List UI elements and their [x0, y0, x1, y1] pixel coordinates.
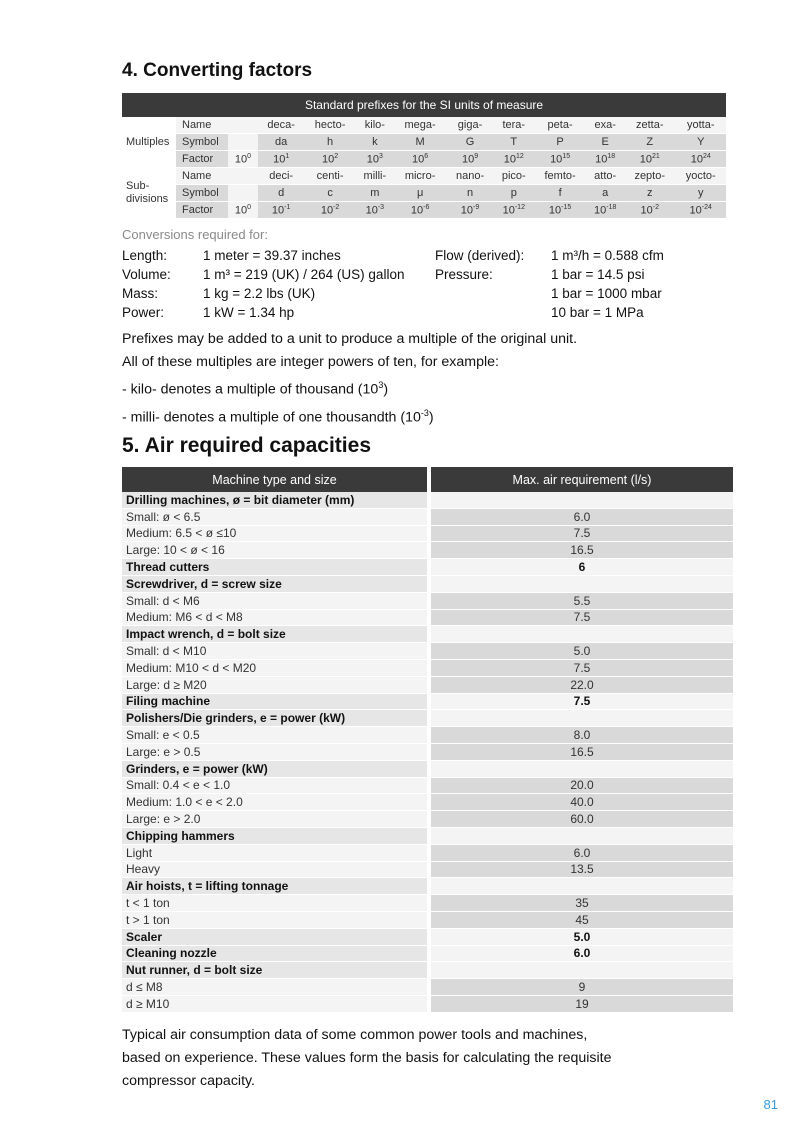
si-row-label: Symbol: [176, 185, 228, 202]
subdivisions-row-sy: [122, 185, 726, 202]
multiples-group-label: Multiples: [122, 117, 176, 168]
si-cell: femto-: [534, 168, 587, 185]
table-category-row: [122, 962, 733, 979]
si-cell: mega-: [394, 117, 447, 134]
air-value-cell: 5.0: [431, 928, 733, 945]
conversion-value: 1 m³ = 219 (UK) / 264 (US) gallon: [203, 267, 405, 282]
machine-cell: Small: d < M10: [122, 643, 427, 660]
machine-cell: Small: e < 0.5: [122, 727, 427, 744]
table-row: [122, 811, 733, 828]
si-base-cell: [228, 151, 258, 168]
si-row-label: Factor: [176, 202, 228, 219]
si-factor-base: 10: [690, 153, 703, 166]
conversion-value: 10 bar = 1 MPa: [551, 305, 644, 320]
air-value-cell: [431, 626, 733, 643]
table-row: [122, 609, 733, 626]
machine-cell: Small: ø < 6.5: [122, 508, 427, 525]
si-factor-base: 10: [320, 204, 334, 217]
si-factor-base: 10: [410, 204, 424, 217]
si-factor-base: 10: [365, 204, 378, 217]
si-factor-exp: 1: [285, 152, 290, 160]
prefix-line-2: All of these multiples are integer powers of ten, for example:: [122, 354, 499, 370]
conversion-label: Flow (derived):: [435, 248, 525, 263]
conversions-heading: Conversions required for:: [122, 227, 268, 242]
si-cell: [394, 202, 447, 219]
si-cell: a: [586, 185, 624, 202]
conversion-label: Pressure:: [435, 267, 493, 282]
si-cell: peta-: [534, 117, 587, 134]
si-factor-exp: -12: [514, 203, 525, 211]
table-row: [122, 525, 733, 542]
si-factor-exp: -6: [423, 203, 430, 211]
machine-cell: Impact wrench, d = bolt size: [122, 626, 427, 643]
si-cell: yotta-: [675, 117, 726, 134]
multiples-row-sy: [122, 134, 726, 151]
multiples-row-fa: [122, 151, 726, 168]
si-cell: kilo-: [356, 117, 394, 134]
si-cell: centi-: [304, 168, 355, 185]
air-value-cell: 6.0: [431, 945, 733, 962]
table-category-row: [122, 710, 733, 727]
table-category-row: [122, 626, 733, 643]
si-cell: [446, 151, 493, 168]
air-value-cell: [431, 760, 733, 777]
si-row-label: Name: [176, 168, 228, 185]
table-row: [122, 676, 733, 693]
si-cell: nano-: [446, 168, 493, 185]
si-row-label: Factor: [176, 151, 228, 168]
si-factor-base: 10: [689, 204, 702, 217]
table-category-row: [122, 827, 733, 844]
table-category-row: [122, 693, 733, 710]
table-row: [122, 508, 733, 525]
table-category-row: [122, 492, 733, 508]
si-cell: yocto-: [675, 168, 726, 185]
conversion-value: 1 bar = 14.5 psi: [551, 267, 645, 282]
si-factor-base: 10: [639, 153, 652, 166]
si-cell: z: [624, 185, 675, 202]
air-value-cell: 19: [431, 995, 733, 1012]
air-value-cell: 22.0: [431, 676, 733, 693]
table-row: [122, 911, 733, 928]
si-cell: pico-: [494, 168, 534, 185]
air-value-cell: 8.0: [431, 727, 733, 744]
si-factor-exp: 3: [379, 152, 383, 160]
air-value-cell: 16.5: [431, 542, 733, 559]
conversion-label: Volume:: [122, 267, 171, 282]
si-cell: [494, 151, 534, 168]
si-factor-exp: 12: [516, 152, 524, 160]
table-category-row: [122, 878, 733, 895]
air-value-cell: 16.5: [431, 743, 733, 760]
si-cell: hecto-: [304, 117, 355, 134]
si-cell: P: [534, 134, 587, 151]
air-value-cell: [431, 710, 733, 727]
col-machine-type: Machine type and size: [122, 467, 427, 492]
si-cell: tera-: [494, 117, 534, 134]
machine-cell: Medium: 6.5 < ø ≤10: [122, 525, 427, 542]
si-base-exp: 0: [247, 152, 252, 160]
si-cell: h: [304, 134, 355, 151]
table-row: [122, 727, 733, 744]
table-row: [122, 995, 733, 1012]
air-value-cell: 6.0: [431, 844, 733, 861]
machine-cell: Large: e > 2.0: [122, 811, 427, 828]
machine-cell: Medium: M6 < d < M8: [122, 609, 427, 626]
air-requirements-table: [122, 467, 733, 1013]
table-category-row: [122, 928, 733, 945]
si-cell: zetta-: [624, 117, 675, 134]
air-value-cell: 13.5: [431, 861, 733, 878]
conversion-value: 1 bar = 1000 mbar: [551, 286, 662, 301]
table-category-row: [122, 945, 733, 962]
si-cell: [624, 202, 675, 219]
si-cell: [356, 151, 394, 168]
si-factor-exp: 2: [334, 152, 339, 160]
table-category-row: [122, 559, 733, 576]
si-row-label: Name: [176, 117, 228, 134]
si-factor-base: 10: [502, 204, 515, 217]
si-cell: k: [356, 134, 394, 151]
si-factor-exp: 18: [607, 152, 616, 160]
machine-cell: Large: d ≥ M20: [122, 676, 427, 693]
table-row: [122, 659, 733, 676]
table-row: [122, 979, 733, 996]
si-cell: d: [258, 185, 304, 202]
table-row: [122, 895, 733, 912]
machine-cell: Light: [122, 844, 427, 861]
si-factor-exp: -2: [652, 203, 659, 211]
si-cell: milli-: [356, 168, 394, 185]
si-prefix-table: [122, 93, 726, 219]
air-value-cell: 35: [431, 895, 733, 912]
conversion-label: Length:: [122, 248, 168, 263]
air-value-cell: [431, 827, 733, 844]
si-factor-base: 10: [322, 153, 335, 166]
conversion-value: 1 kg = 2.2 lbs (UK): [203, 286, 316, 301]
air-value-cell: 6: [431, 559, 733, 576]
conversion-value: 1 meter = 39.37 inches: [203, 248, 341, 263]
si-factor-exp: -9: [473, 203, 480, 211]
air-value-cell: 60.0: [431, 811, 733, 828]
si-cell: [586, 202, 624, 219]
section-4-title: 4. Converting factors: [122, 60, 313, 81]
group-label-line: divisions: [126, 193, 169, 205]
machine-cell: Large: e > 0.5: [122, 743, 427, 760]
air-value-cell: 45: [431, 911, 733, 928]
machine-cell: Heavy: [122, 861, 427, 878]
si-cell: [675, 151, 726, 168]
machine-cell: Filing machine: [122, 693, 427, 710]
si-factor-base: 10: [271, 204, 285, 217]
table-row: [122, 861, 733, 878]
si-cell: giga-: [446, 117, 493, 134]
si-factor-exp: 15: [562, 152, 571, 160]
machine-cell: Chipping hammers: [122, 827, 427, 844]
machine-cell: Air hoists, t = lifting tonnage: [122, 878, 427, 895]
multiples-row-nm: [122, 117, 726, 134]
si-cell: zepto-: [624, 168, 675, 185]
table-row: [122, 542, 733, 559]
machine-cell: Cleaning nozzle: [122, 945, 427, 962]
si-cell: atto-: [586, 168, 624, 185]
machine-cell: Scaler: [122, 928, 427, 945]
si-base-factor: 10: [234, 204, 248, 217]
air-value-cell: 7.5: [431, 693, 733, 710]
conversion-label: Mass:: [122, 286, 159, 301]
si-cell: f: [534, 185, 587, 202]
si-cell: [394, 151, 447, 168]
si-factor-base: 10: [593, 204, 607, 217]
footer-line-3: compressor capacity.: [122, 1073, 255, 1089]
footer-description: [122, 1024, 612, 1093]
si-factor-base: 10: [461, 153, 475, 166]
si-factor-exp: 24: [702, 152, 711, 160]
si-factor-base: 10: [273, 153, 286, 166]
si-cell: [446, 202, 493, 219]
si-base-cell: [228, 185, 258, 202]
si-base-cell: [228, 202, 258, 219]
si-base-exp: 0: [247, 203, 252, 211]
machine-cell: Large: 10 < ø < 16: [122, 542, 427, 559]
si-cell: n: [446, 185, 493, 202]
si-cell: E: [586, 134, 624, 151]
si-cell: [258, 151, 304, 168]
air-value-cell: [431, 575, 733, 592]
table-row: [122, 743, 733, 760]
si-factor-base: 10: [503, 153, 516, 166]
air-value-cell: 7.5: [431, 659, 733, 676]
table-row: [122, 643, 733, 660]
si-factor-exp: -15: [561, 203, 572, 211]
si-factor-base: 10: [366, 153, 379, 166]
machine-cell: t < 1 ton: [122, 895, 427, 912]
table-category-row: [122, 575, 733, 592]
machine-cell: Drilling machines, ø = bit diameter (mm): [122, 492, 427, 508]
si-cell: Y: [675, 134, 726, 151]
si-factor-base: 10: [460, 204, 474, 217]
table-row: [122, 794, 733, 811]
si-cell: deca-: [258, 117, 304, 134]
si-cell: deci-: [258, 168, 304, 185]
si-cell: micro-: [394, 168, 447, 185]
col-max-air: Max. air requirement (l/s): [431, 467, 733, 492]
air-value-cell: [431, 878, 733, 895]
machine-cell: Polishers/Die grinders, e = power (kW): [122, 710, 427, 727]
si-cell: M: [394, 134, 447, 151]
air-value-cell: 20.0: [431, 777, 733, 794]
page-number: 81: [763, 1097, 778, 1112]
si-cell: [494, 202, 534, 219]
machine-cell: Small: 0.4 < e < 1.0: [122, 777, 427, 794]
air-value-cell: [431, 492, 733, 508]
si-cell: y: [675, 185, 726, 202]
si-factor-exp: -3: [377, 203, 385, 211]
table-row: [122, 844, 733, 861]
si-cell: Z: [624, 134, 675, 151]
si-factor-exp: 9: [474, 152, 479, 160]
si-factor-base: 10: [640, 204, 653, 217]
si-cell: T: [494, 134, 534, 151]
footer-line-1: Typical air consumption data of some common power tools and machines,: [122, 1027, 588, 1043]
machine-cell: Medium: 1.0 < e < 2.0: [122, 794, 427, 811]
si-factor-exp: -1: [284, 203, 291, 211]
machine-cell: Screwdriver, d = screw size: [122, 575, 427, 592]
air-value-cell: 5.5: [431, 592, 733, 609]
air-value-cell: 6.0: [431, 508, 733, 525]
machine-cell: d ≤ M8: [122, 979, 427, 996]
si-cell: G: [446, 134, 493, 151]
machine-cell: t > 1 ton: [122, 911, 427, 928]
section-5-title: 5. Air required capacities: [122, 434, 371, 457]
si-cell: c: [304, 185, 355, 202]
si-cell: [534, 151, 587, 168]
conversion-value: 1 m³/h = 0.588 cfm: [551, 248, 664, 263]
si-factor-base: 10: [548, 204, 562, 217]
si-factor-exp: -18: [606, 203, 617, 211]
subdivisions-row-fa: [122, 202, 726, 219]
prefix-line-4: - milli- denotes a multiple of one thousandth $(10^{-3})$: [122, 407, 434, 426]
si-factor-exp: -24: [701, 203, 712, 211]
si-cell: [675, 202, 726, 219]
si-factor-base: 10: [595, 153, 608, 166]
table-category-row: [122, 760, 733, 777]
si-base-cell: [228, 168, 258, 185]
si-cell: [304, 202, 355, 219]
machine-cell: Small: d < M6: [122, 592, 427, 609]
si-base-factor: 10: [234, 153, 248, 166]
si-table-body: [122, 117, 726, 219]
table-row: [122, 777, 733, 794]
si-table-caption: Standard prefixes for the SI units of measure: [122, 93, 726, 117]
group-label-line: Sub-: [126, 180, 150, 192]
machine-cell: Thread cutters: [122, 559, 427, 576]
prefix-line-3: - kilo- denotes a multiple of thousand $(10^3)$: [122, 380, 389, 398]
si-cell: p: [494, 185, 534, 202]
si-factor-exp: -2: [333, 203, 340, 211]
machine-cell: Grinders, e = power (kW): [122, 760, 427, 777]
machine-cell: Nut runner, d = bolt size: [122, 962, 427, 979]
si-cell: m: [356, 185, 394, 202]
si-cell: μ: [394, 185, 447, 202]
si-cell: [258, 202, 304, 219]
si-cell: [356, 202, 394, 219]
table-row: [122, 592, 733, 609]
subdivisions-group-label: [122, 168, 176, 219]
si-cell: [624, 151, 675, 168]
conversion-value: 1 kW = 1.34 hp: [203, 305, 295, 320]
air-value-cell: [431, 962, 733, 979]
si-cell: exa-: [586, 117, 624, 134]
prefix-line-1: Prefixes may be added to a unit to produce a multiple of the original unit.: [122, 331, 578, 347]
si-cell: [586, 151, 624, 168]
prefix-explanation: [122, 328, 577, 429]
si-cell: [304, 151, 355, 168]
si-base-cell: [228, 134, 258, 151]
si-cell: da: [258, 134, 304, 151]
si-factor-base: 10: [550, 153, 563, 166]
air-value-cell: 9: [431, 979, 733, 996]
air-value-cell: 5.0: [431, 643, 733, 660]
si-factor-exp: 6: [424, 152, 429, 160]
conversion-label: Power:: [122, 305, 165, 320]
footer-line-2: based on experience. These values form the basis for calculating the requisite: [122, 1050, 612, 1066]
subdivisions-row-nm: [122, 168, 726, 185]
air-table-body: [122, 492, 733, 1012]
air-value-cell: 7.5: [431, 525, 733, 542]
air-value-cell: 7.5: [431, 609, 733, 626]
si-base-cell: [228, 117, 258, 134]
si-row-label: Symbol: [176, 134, 228, 151]
si-factor-exp: 21: [651, 152, 660, 160]
si-cell: [534, 202, 587, 219]
si-factor-base: 10: [412, 153, 425, 166]
machine-cell: Medium: M10 < d < M20: [122, 659, 427, 676]
air-value-cell: 40.0: [431, 794, 733, 811]
machine-cell: d ≥ M10: [122, 995, 427, 1012]
